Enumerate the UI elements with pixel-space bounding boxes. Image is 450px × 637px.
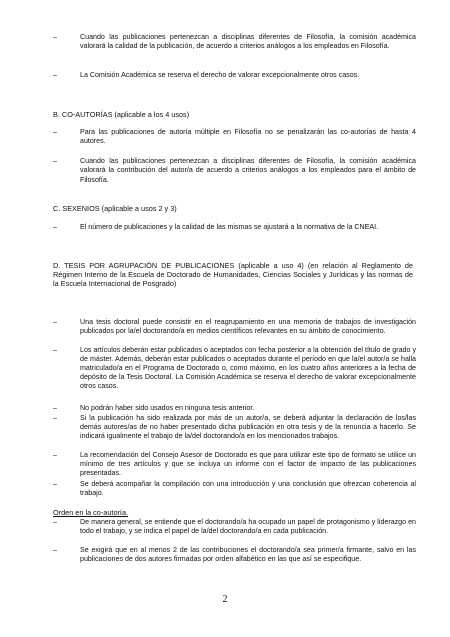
bullet-dash: – (53, 546, 57, 554)
list-item (53, 404, 416, 413)
list-item (53, 318, 416, 336)
list-item (53, 346, 416, 391)
bullet-dash: – (53, 414, 57, 422)
bullet-dash: – (53, 404, 57, 412)
list-item (53, 414, 416, 441)
bullet-dash: – (53, 318, 57, 326)
bullet-text: La recomendación del Consejo Asesor de Doctorado es que para utilizar este tipo de formato se utilice un mínimo de tres artículos y que se incluya un informe con el factor de impacto de las publicaciones presentadas. (80, 451, 416, 477)
bullet-text: Los artículos deberán estar publicados o aceptados con fecha posterior a la obtención del título de grado y de máster. Además, deberán estar publicados o aceptados durante el período en que la/el autor/a se halla matriculado/a en el Programa de Doctorado o, como máximo, en los cuatro años anteriores a la fecha de depósito de la Tesis Doctoral. La Comisión Académica se reserva el derecho de valorar excepcionalmente otros casos. (80, 346, 416, 390)
bullet-text: El número de publicaciones y la calidad de las mismas se ajustará a la normativa de la CNEAI. (80, 223, 379, 231)
bullet-dash: – (53, 480, 57, 488)
bullet-dash: – (53, 128, 57, 136)
list-item (53, 518, 416, 536)
list-item (53, 128, 416, 147)
bullet-text: Cuando las publicaciones pertenezcan a disciplinas diferentes de Filosofía, la comisión académica valorará la calidad de la publicación, de acuerdo a criterios análogos a los empleados en Filosofía. (80, 33, 416, 51)
bullet-dash: – (53, 518, 57, 526)
section-heading: B. CO-AUTORÍAS (aplicable a los 4 usos) (53, 110, 190, 119)
section-heading: D. TESIS POR AGRUPACIÓN DE PUBLICACIONES (aplicable a uso 4) (en relación al Reglamento de Régimen Interno de la Escuela de Doctorado de Humanidades, Ciencias Sociales y Jurídicas y las normas de la Escuela Internacional de Posgrado) (53, 261, 413, 289)
bullet-text: Cuando las publicaciones pertenezcan a disciplinas diferentes de Filosofía, la comisión académica valorará la contribución del autor/a de acuerdo a criterios análogos a los empleados para el ámbito de Filosofía. (80, 157, 416, 184)
list-item (53, 223, 416, 232)
bullet-dash: – (53, 223, 57, 231)
bullet-dash: – (53, 346, 57, 354)
bullet-dash: – (53, 157, 57, 165)
bullet-dash: – (53, 71, 57, 79)
bullet-text: La Comisión Académica se reserva el derecho de valorar excepcionalmente otros casos. (80, 71, 360, 79)
bullet-text: Se exigirá que en al menos 2 de las contribuciones el doctorando/a sea primer/a firmante, salvo en las publicaciones de dos autores firmadas por orden alfabético en las que así se especifique. (80, 546, 416, 563)
list-item (53, 33, 416, 52)
bullet-text: Para las publicaciones de autoría múltiple en Filosofía no se penalizarán las co-autorías de hasta 4 autores. (80, 128, 416, 146)
list-item (53, 546, 416, 564)
subsection-heading: Orden en la co-autoría. (53, 508, 129, 517)
bullet-dash: – (53, 33, 57, 41)
list-item (53, 480, 416, 498)
bullet-dash: – (53, 451, 57, 459)
bullet-text: No podrán haber sido usados en ninguna tesis anterior. (80, 404, 255, 412)
list-item (53, 157, 416, 185)
bullet-text: De manera general, se entiende que el doctorando/a ha ocupado un papel de protagonismo y liderazgo en todo el trabajo, y se indica el papel de la/del doctorando/a en cada publicación. (80, 518, 416, 535)
bullet-text: Se deberá acompañar la compilación con una introducción y una conclusión que ofrezcan coherencia al trabajo. (80, 480, 416, 497)
page-number: 2 (222, 594, 228, 605)
list-item (53, 451, 416, 478)
list-item (53, 71, 416, 80)
bullet-text: Si la publicación ha sido realizada por más de un autor/a, se deberá adjuntar la declaración de los/las demás autores/as de no haber presentado dicha publicación en otra tesis y de la renuncia a hacerlo. Se indicará igualmente el trabajo de la/del doctorando/a en los mencionados trabajos. (80, 414, 416, 440)
section-heading: C. SEXENIOS (aplicable a usos 2 y 3) (53, 204, 177, 213)
bullet-text: Una tesis doctoral puede consistir en el reagrupamiento en una memoria de trabajos de investigación publicados por la/el doctorando/a en medios científicos relevantes en su ámbito de conocimiento. (80, 318, 416, 335)
